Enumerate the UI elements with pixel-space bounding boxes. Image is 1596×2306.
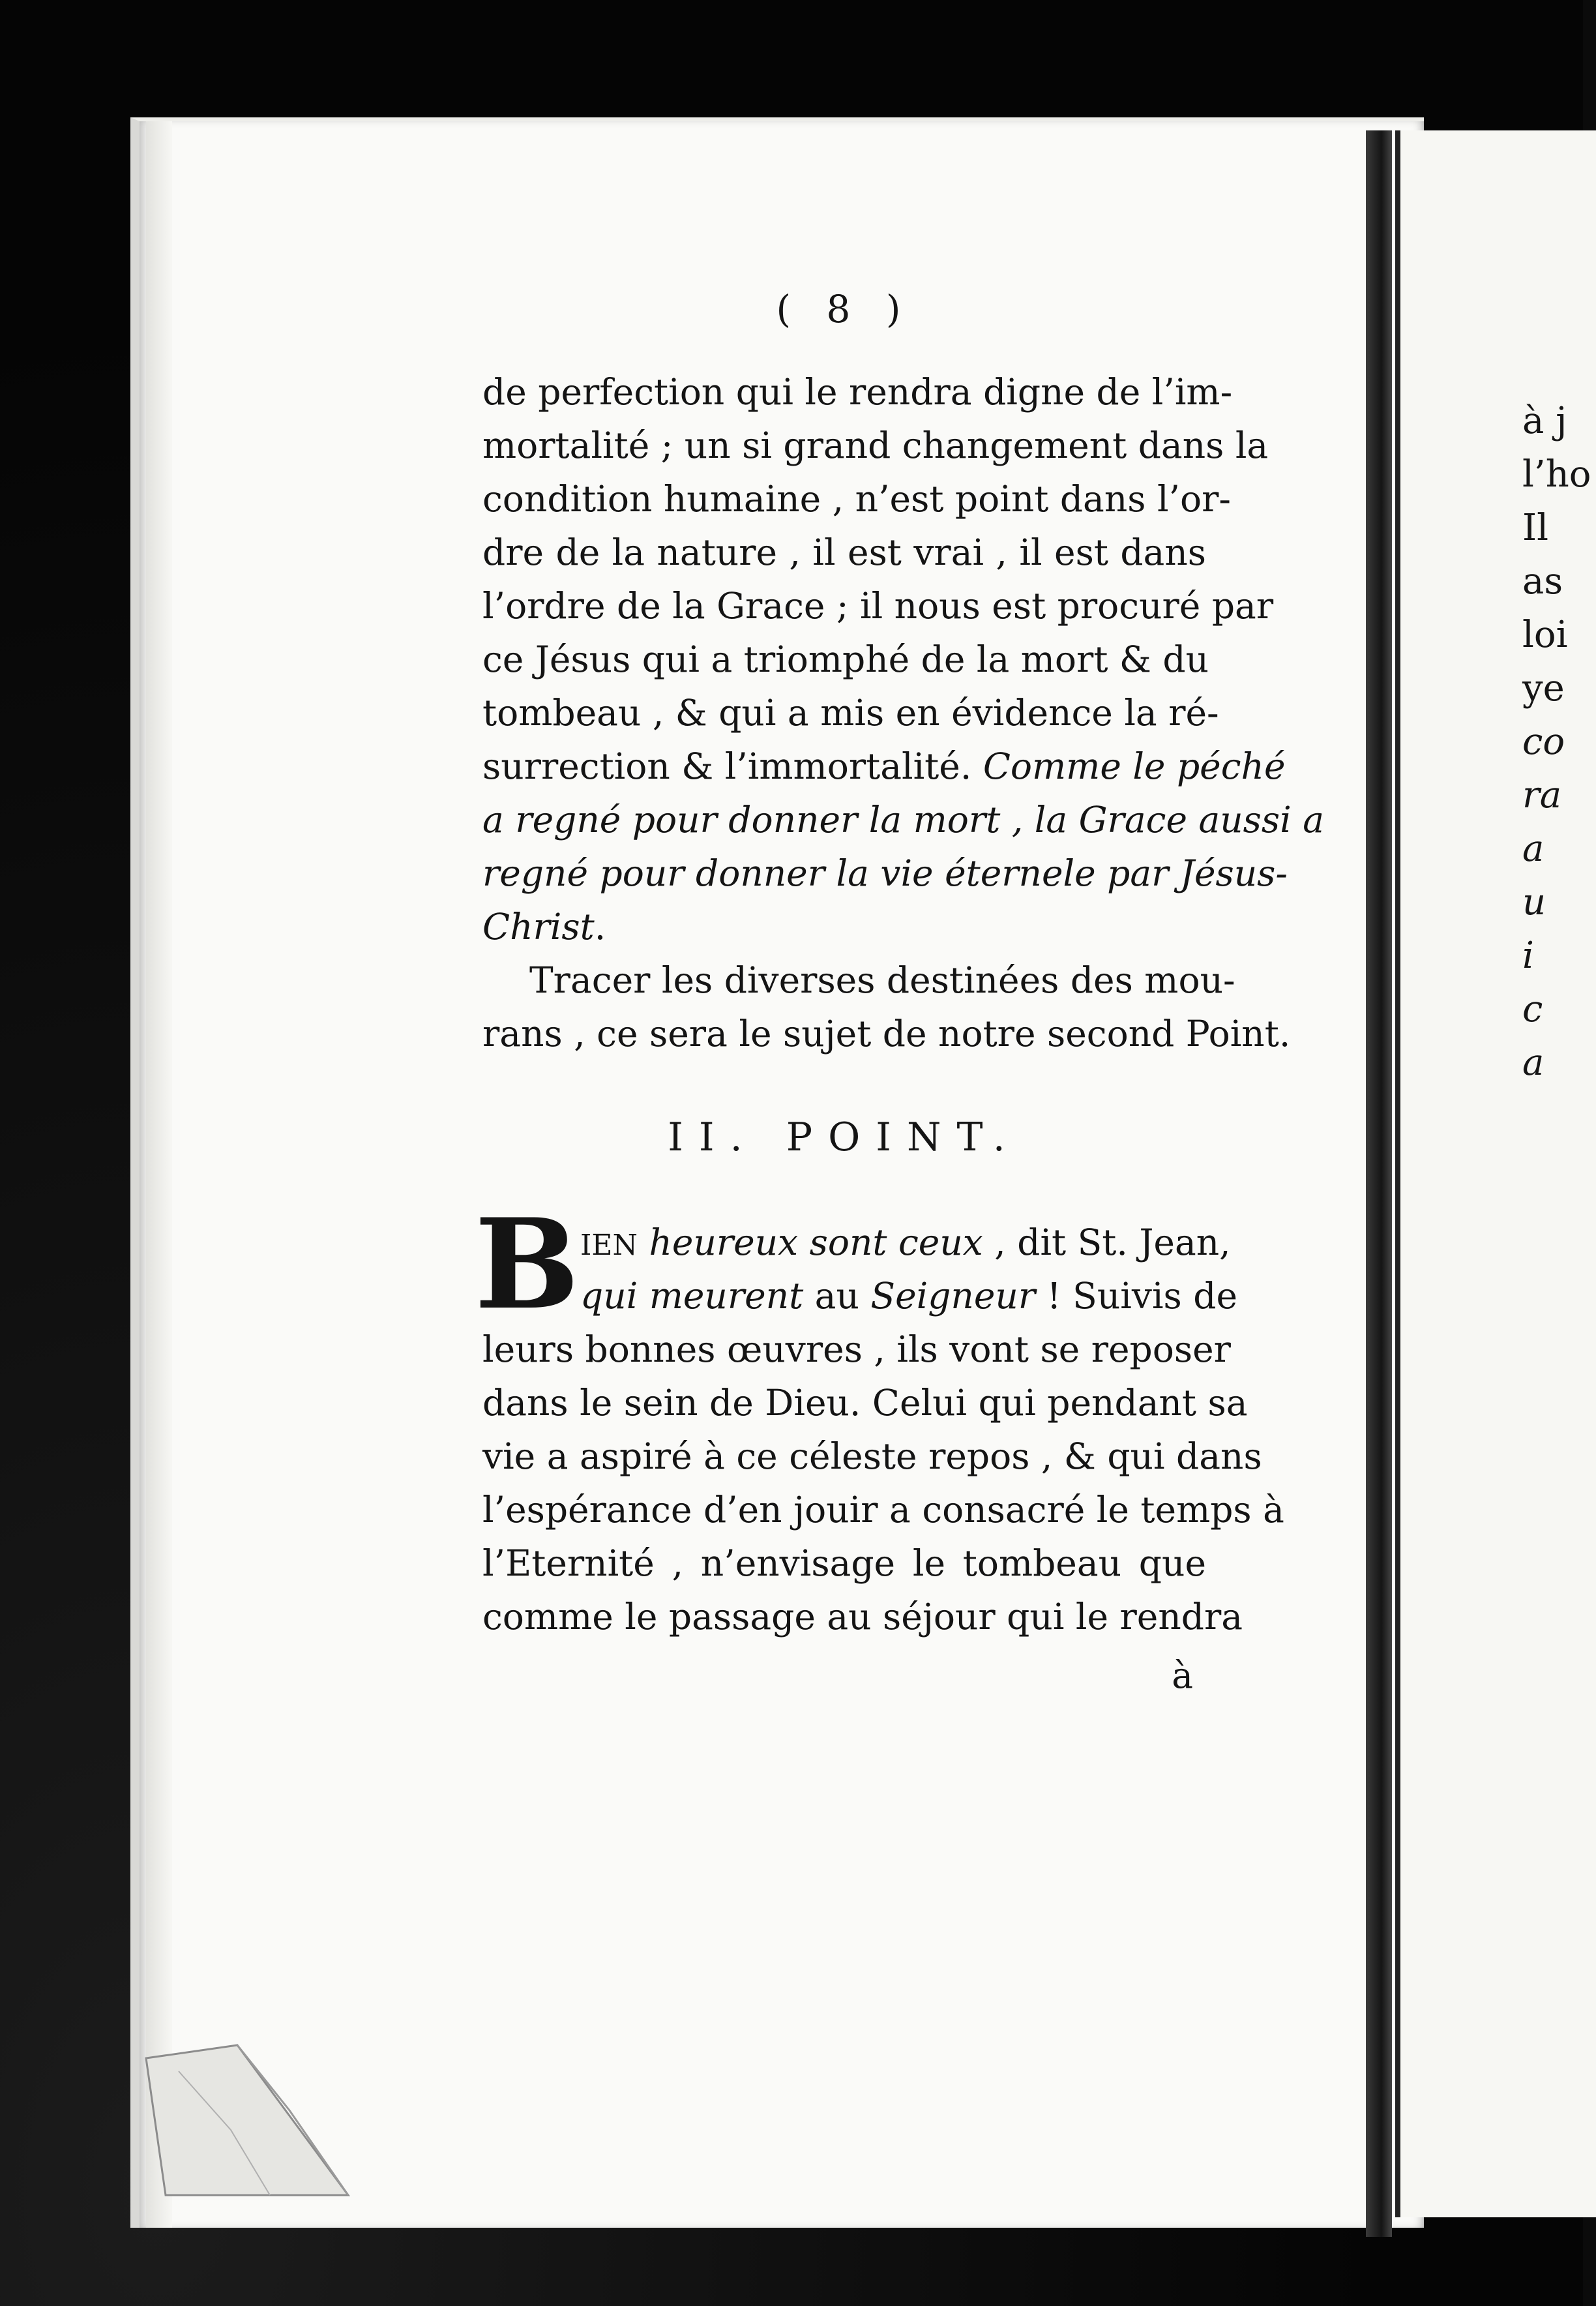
paragraph-3 [475,1191,1237,1337]
text-run: tombeau , & qui a mis en évidence la ré- [482,692,1219,734]
facing-line-fragment: l’ho [1522,453,1591,496]
paragraph-3-continued [482,1323,1284,1643]
italic-phrase: qui meurent [580,1275,804,1317]
text-line: leurs bonnes œuvres , ils vont se reposer [482,1328,1231,1370]
facing-line-fragment: c [1522,988,1543,1030]
text-line [482,900,1206,953]
facing-line-fragment: a [1522,828,1544,870]
text-line [482,793,1324,846]
paragraph-2 [482,953,1291,1060]
folded-corner [140,2032,374,2202]
text-run: de perfection qui le rendra digne de l’im- [482,371,1233,413]
text-line [482,846,1288,900]
text-line [482,1216,1231,1269]
facing-line-fragment: loi [1522,614,1568,656]
page-edge [146,121,172,2228]
facing-line-fragment: co [1522,721,1565,763]
text-run: mortalité ; un si grand changement dans la [482,425,1269,466]
text-line [482,1269,1237,1323]
text-line: l’Eternité , n’envisage le tombeau que [482,1542,1206,1584]
text-line: l’espérance d’en jouir a consacré le temps à [482,1489,1284,1531]
text-line: Tracer les diverses destinées des mou- [529,959,1235,1001]
book-gutter [1366,130,1392,2237]
text-run: . [594,906,606,948]
text-line [482,740,1286,793]
italic-phrase: Seigneur [870,1275,1036,1317]
facing-line-fragment: ra [1522,774,1562,816]
paragraph-1 [482,365,1324,953]
facing-line-fragment: ye [1522,667,1565,710]
text-line [482,472,1232,526]
facing-line-fragment: u [1522,881,1546,923]
facing-line-fragment: i [1522,935,1534,977]
catchword: à [1172,1655,1193,1696]
dropcap-continuation: IEN [580,1229,638,1262]
text-run: surrection & l’immortalité. [482,745,983,787]
text-line [482,419,1269,472]
facing-line-fragment: as [1522,560,1563,603]
text-run: dre de la nature , il est vrai , il est dans [482,532,1206,573]
page-text-block [475,287,1324,1702]
text-line: dans le sein de Dieu. Celui qui pendant sa [482,1382,1248,1424]
text-line: rans , ce sera le sujet de notre second Point. [482,1013,1291,1055]
text-line: vie a aspiré à ce céleste repos , & qui dans [482,1435,1262,1477]
text-run: condition humaine , n’est point dans l’or- [482,478,1232,520]
text-run: , dit St. Jean, [983,1221,1231,1263]
text-run: ce Jésus qui a triomphé de la mort & du [482,638,1209,680]
text-line: comme le passage au séjour qui le rendra [482,1596,1243,1638]
drop-cap: B [475,1191,580,1337]
text-run: ! Suivis de [1035,1275,1237,1317]
italic-phrase: heureux sont ceux [649,1221,983,1263]
text-line [482,686,1219,740]
text-run: au [803,1275,871,1317]
text-line [482,579,1274,633]
italic-phrase: a regné pour donner la mort , la Grace aussi a [482,799,1324,841]
italic-phrase: Comme le péché [983,745,1286,787]
section-heading: II. POINT. [668,1115,1021,1160]
facing-line-fragment: a [1522,1041,1544,1084]
text-line [482,365,1233,419]
text-line [482,526,1206,579]
text-line [482,633,1209,686]
facing-line-fragment: Il [1522,507,1549,549]
page-number: ( 8 ) [776,287,913,331]
facing-page-fragments [1522,395,1591,1090]
italic-phrase: regné pour donner la vie éternele par Jésus- [482,852,1288,894]
italic-phrase: Christ [482,906,595,948]
text-run: l’ordre de la Grace ; il nous est procuré par [482,585,1274,627]
facing-line-fragment: à j [1522,400,1567,442]
